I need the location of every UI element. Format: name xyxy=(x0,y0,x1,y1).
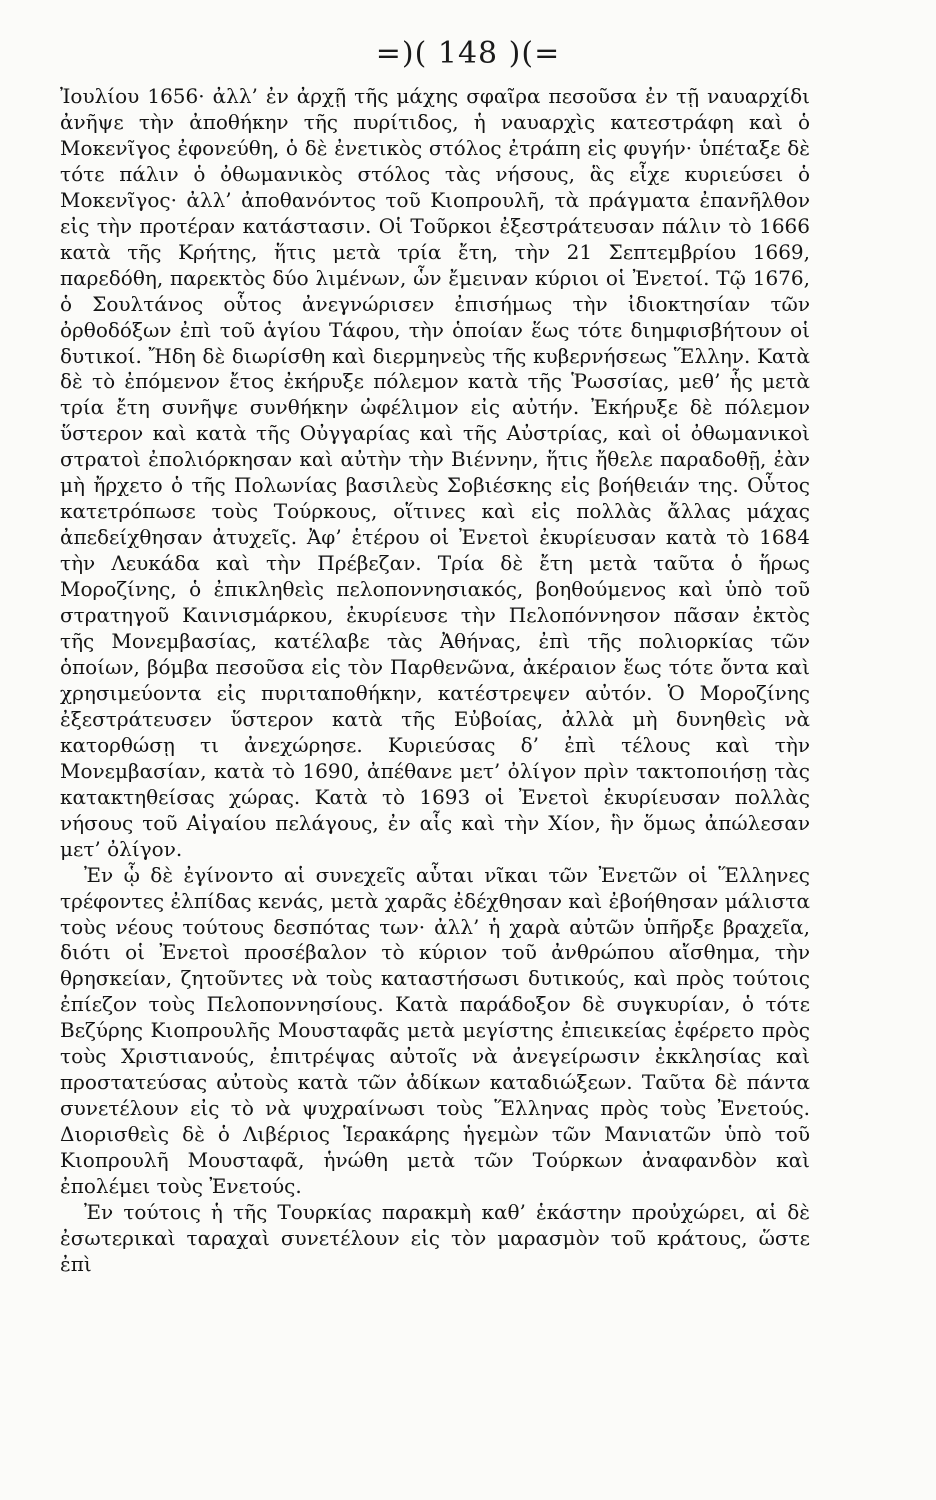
page-number-header: =)( 148 )(= xyxy=(375,36,561,71)
page-body xyxy=(60,84,810,1278)
paragraph-2: Ἐν ᾧ δὲ ἐγίνοντο αἱ συνεχεῖς αὗται νῖκαι τῶν Ἐνετῶν οἱ Ἕλληνες τρέφοντες ἐλπίδας κενάς, μετὰ χαρᾶς ἐδέχθησαν καὶ ἐβοήθησαν μάλιστα τοὺς νέους τούτους δεσπότας των· ἀλλ’ ἡ χαρὰ αὐτῶν ὑπῆρξε βραχεῖα, διότι οἱ Ἐνετοὶ προσέβαλον τὸ κύριον τοῦ ἀνθρώπου αἴσθημα, τὴν θρησκείαν, ζητοῦντες νὰ τοὺς καταστήσωσι δυτικούς, καὶ πρὸς τούτοις ἐπίεζον τοὺς Πελοποννησίους. Κατὰ παράδοξον δὲ συγκυρίαν, ὁ τότε Βεζύρης Κιοπρουλῆς Μουσταφᾶς μετὰ μεγίστης ἐπιεικείας ἐφέρετο πρὸς τοὺς Χριστιανούς, ἐπιτρέψας αὐτοῖς νὰ ἀνεγείρωσιν ἐκκλησίας καὶ προστατεύσας αὐτοὺς κατὰ τῶν ἀδίκων καταδιώξεων. Ταῦτα δὲ πάντα συνετέλουν εἰς τὸ νὰ ψυχραίνωσι τοὺς Ἕλληνας πρὸς τοὺς Ἐνετούς. Διορισθεὶς δὲ ὁ Λιβέριος Ἱερακάρης ἡγεμὼν τῶν Μανιατῶν ὑπὸ τοῦ Κιοπρουλῆ Μουσταφᾶ, ἡνώθη μετὰ τῶν Τούρκων ἀναφανδὸν καὶ ἐπολέμει τοὺς Ἐνετούς. xyxy=(60,862,810,1199)
paragraph-3: Ἐν τούτοις ἡ τῆς Τουρκίας παρακμὴ καθ’ ἑκάστην προὐχώρει, αἱ δὲ ἐσωτερικαὶ ταραχαὶ συνετέλουν εἰς τὸν μαρασμὸν τοῦ κράτους, ὥστε ἐπὶ xyxy=(60,1199,810,1276)
paragraph-1: Ἰουλίου 1656· ἀλλ’ ἐν ἀρχῇ τῆς μάχης σφαῖρα πεσοῦσα ἐν τῇ ναυαρχίδι ἀνῆψε τὴν ἀποθήκην τῆς πυρίτιδος, ἡ ναυαρχὶς κατεστράφη καὶ ὁ Μοκενῖγος ἐφονεύθη, ὁ δὲ ἐνετικὸς στόλος ἐτράπη εἰς φυγήν· ὑπέταξε δὲ τότε πάλιν ὁ ὀθωμανικὸς στόλος τὰς νήσους, ἃς εἶχε κυριεύσει ὁ Μοκενῖγος· ἀλλ’ ἀποθανόντος τοῦ Κιοπρουλῆ, τὰ πράγματα ἐπανῆλθον εἰς τὴν προτέραν κατάστασιν. Οἱ Τοῦρκοι ἐξεστράτευσαν πάλιν τὸ 1666 κατὰ τῆς Κρήτης, ἥτις μετὰ τρία ἔτη, τὴν 21 Σεπτεμβρίου 1669, παρεδόθη, παρεκτὸς δύο λιμένων, ὧν ἔμειναν κύριοι οἱ Ἐνετοί. Τῷ 1676, ὁ Σουλτάνος οὗτος ἀνεγνώρισεν ἐπισήμως τὴν ἰδιοκτησίαν τῶν ὀρθοδόξων ἐπὶ τοῦ ἁγίου Τάφου, τὴν ὁποίαν ἕως τότε διημφισβήτουν οἱ δυτικοί. Ἤδη δὲ διωρίσθη καὶ διερμηνεὺς τῆς κυβερνήσεως Ἕλλην. Κατὰ δὲ τὸ ἐπόμενον ἔτος ἐκήρυξε πόλεμον κατὰ τῆς Ῥωσσίας, μεθ’ ἧς μετὰ τρία ἔτη συνῆψε συνθήκην ὠφέλιμον εἰς αὐτήν. Ἐκήρυξε δὲ πόλεμον ὕστερον καὶ κατὰ τῆς Οὐγγαρίας καὶ τῆς Αὐστρίας, καὶ οἱ ὀθωμανικοὶ στρατοὶ ἐπολιόρκησαν καὶ αὐτὴν τὴν Βιέννην, ἥτις ἤθελε παραδοθῇ, ἐὰν μὴ ἤρχετο ὁ τῆς Πολωνίας βασιλεὺς Σοβιέσκης εἰς βοήθειάν της. Οὗτος κατετρόπωσε τοὺς Τούρκους, οἵτινες καὶ εἰς πολλὰς ἄλλας μάχας ἀπεδείχθησαν ἀτυχεῖς. Ἀφ’ ἑτέρου οἱ Ἐνετοὶ ἐκυρίευσαν κατὰ τὸ 1684 τὴν Λευκάδα καὶ τὴν Πρέβεζαν. Τρία δὲ ἔτη μετὰ ταῦτα ὁ ἥρως Μοροζίνης, ὁ ἐπικληθεὶς πελοποννησιακός, βοηθούμενος καὶ ὑπὸ τοῦ στρατηγοῦ Καινισμάρκου, ἐκυρίευσε τὴν Πελοπόννησον πᾶσαν ἐκτὸς τῆς Μονεμβασίας, κατέλαβε τὰς Ἀθήνας, ἐπὶ τῆς πολιορκίας τῶν ὁποίων, βόμβα πεσοῦσα εἰς τὸν Παρθενῶνα, ἀκέραιον ἕως τότε ὄντα καὶ χρησιμεύοντα εἰς πυριταποθήκην, κατέστρεψεν αὐτόν. Ὁ Μοροζίνης ἐξεστράτευσεν ὕστερον κατὰ τῆς Εὐβοίας, ἀλλὰ μὴ δυνηθεὶς νὰ κατορθώσῃ τι ἀνεχώρησε. Κυριεύσας δ’ ἐπὶ τέλους καὶ τὴν Μονεμβασίαν, κατὰ τὸ 1690, ἀπέθανε μετ’ ὀλίγον πρὶν τακτοποιήσῃ τὰς κατακτηθείσας χώρας. Κατὰ τὸ 1693 οἱ Ἐνετοὶ ἐκυρίευσαν πολλὰς νήσους τοῦ Αἰγαίου πελάγους, ἐν αἷς καὶ τὴν Χίον, ἣν ὅμως ἀπώλεσαν μετ’ ὀλίγον. xyxy=(60,84,810,861)
